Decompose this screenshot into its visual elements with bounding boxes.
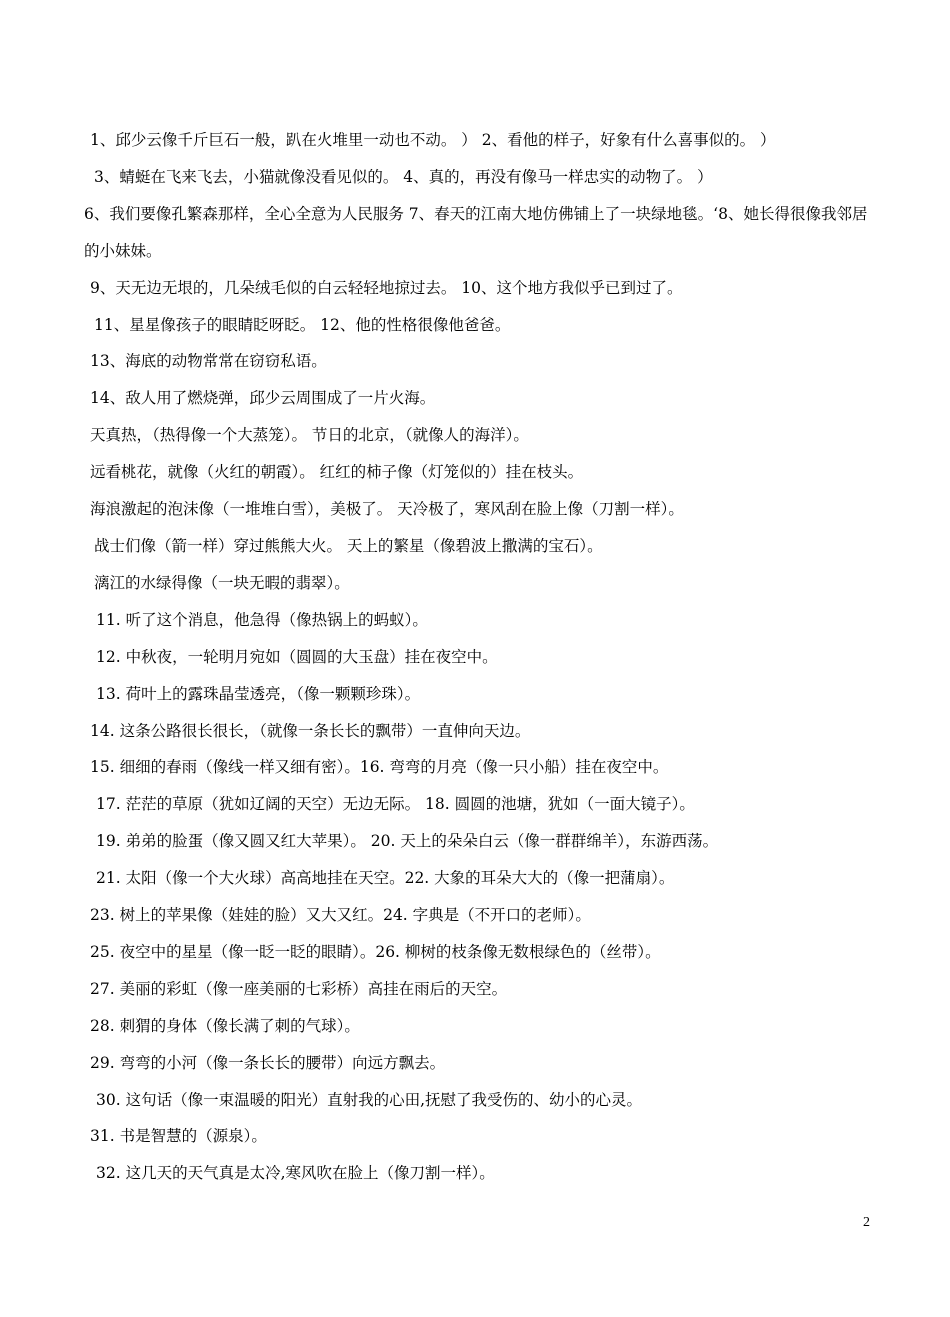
- document-body: [84, 122, 874, 1192]
- text-line-6: 13、海底的动物常常在窃窃私语。: [90, 352, 327, 371]
- text-line-18: 17. 茫茫的草原（犹如辽阔的天空）无边无际。 18. 圆圆的池塘，犹如（一面大镜子）。: [96, 795, 695, 814]
- text-line-21: 23. 树上的苹果像（娃娃的脸）又大又红。24. 字典是（不开口的老师）。: [90, 906, 591, 925]
- text-line-15: 13. 荷叶上的露珠晶莹透亮，（像一颗颗珍珠）。: [96, 684, 421, 703]
- text-line-22: 25. 夜空中的星星（像一眨一眨的眼睛）。26. 柳树的枝条像无数根绿色的（丝带）。: [90, 942, 661, 961]
- text-line-28: 32. 这几天的天气真是太冷,寒风吹在脸上（像刀割一样）。: [96, 1164, 495, 1183]
- text-line-17: 15. 细细的春雨（像线一样又细有密）。16. 弯弯的月亮（像一只小船）挂在夜空中。: [90, 758, 669, 777]
- text-line-5: 11、星星像孩子的眼睛眨呀眨。 12、他的性格很像他爸爸。: [94, 315, 511, 334]
- text-line-16: 14. 这条公路很长很长，（就像一条长长的飘带）一直伸向天边。: [90, 721, 531, 740]
- text-line-3: 6、我们要像孔繁森那样，全心全意为人民服务 7、春天的江南大地仿佛铺上了一块绿地毯。‘8、她长得很像我邻居的小妹妹。: [84, 204, 868, 260]
- text-line-20: 21. 太阳（像一个大火球）高高地挂在天空。22. 大象的耳朵大大的（像一把蒲扇）。: [96, 869, 675, 888]
- text-line-8: 天真热，（热得像一个大蒸笼）。 节日的北京，（就像人的海洋）。: [90, 426, 529, 445]
- text-line-13: 11. 听了这个消息，他急得（像热锅上的蚂蚁）。: [96, 610, 428, 629]
- text-line-9: 远看桃花，就像（火红的朝霞）。 红红的柿子像（灯笼似的）挂在枝头。: [90, 463, 584, 482]
- text-line-25: 29. 弯弯的小河（像一条长长的腰带）向远方飘去。: [90, 1053, 446, 1072]
- text-line-19: 19. 弟弟的脸蛋（像又圆又红大苹果）。 20. 天上的朵朵白云（像一群群绵羊），东游西荡。: [96, 832, 719, 851]
- text-line-4: 9、天无边无垠的，几朵绒毛似的白云轻轻地掠过去。 10、这个地方我似乎已到过了。: [90, 278, 683, 297]
- text-line-12: 漓江的水绿得像（一块无暇的翡翠）。: [94, 573, 350, 592]
- text-line-24: 28. 刺猬的身体（像长满了刺的气球）。: [90, 1016, 360, 1035]
- text-line-14: 12. 中秋夜，一轮明月宛如（圆圆的大玉盘）挂在夜空中。: [96, 647, 498, 666]
- text-line-1: 1、邱少云像千斤巨石一般，趴在火堆里一动也不动。 ） 2、看他的样子，好象有什么喜事似的。 ）: [90, 131, 776, 149]
- page-number: 2: [863, 1215, 870, 1230]
- text-line-10: 海浪激起的泡沫像（一堆堆白雪），美极了。 天冷极了，寒风刮在脸上像（刀割一样）。: [90, 500, 684, 519]
- text-line-23: 27. 美丽的彩虹（像一座美丽的七彩桥）高挂在雨后的天空。: [90, 979, 508, 998]
- text-line-27: 31. 书是智慧的（源泉）。: [90, 1127, 267, 1146]
- text-line-26: 30. 这句话（像一束温暖的阳光）直射我的心田,抚慰了我受伤的、幼小的心灵。: [96, 1090, 643, 1109]
- text-line-11: 战士们像（箭一样）穿过熊熊大火。 天上的繁星（像碧波上撒满的宝石）。: [94, 536, 603, 555]
- text-line-7: 14、敌人用了燃烧弹，邱少云周围成了一片火海。: [90, 389, 436, 408]
- text-line-2: 3、蜻蜓在飞来飞去，小猫就像没看见似的。 4、真的，再没有像马一样忠实的动物了。 ）: [94, 167, 713, 186]
